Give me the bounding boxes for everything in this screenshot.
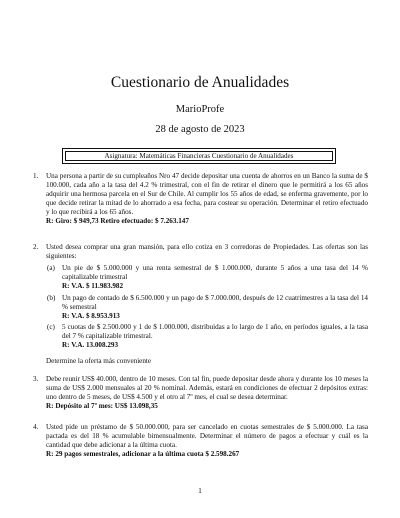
question-2-closing: Determine la oferta más conveniente [46, 357, 152, 365]
question-1-answer: R: Giro: $ 949,73 Retiro efectuado: $ 7.263.147 [46, 217, 189, 225]
option-c-label: (c) [47, 323, 55, 331]
option-a [62, 264, 368, 291]
question-1-number: 1. [33, 172, 39, 180]
option-b-label: (b) [47, 294, 56, 302]
question-4 [46, 423, 368, 459]
question-1-text: Una persona a partir de su cumpleaños Nro 47 decide depositar una cuenta de ahorros en un Banco la suma de $ 100.000, cada año a la tasa del 4.2 % trimestral, con el fin de retirar el dinero que le permitirá a los 65 años adquirir una hermosa parcela en el Sur de Chile. Al cumplir los 55 años de edad, se enferma gravemente, por lo que decide retirar la mitad de lo ahorrado a esa fecha, para costear su operación. Determinar el retiro efectuado y lo que recibirá a los 65 años. [46, 172, 368, 216]
question-1 [46, 172, 368, 226]
option-c-text: 5 cuotas de $ 2.500.000 y 1 de $ 1.000.000, distribuidas a lo largo de 1 año, en períodos iguales, a la tasa del 7 % capitalizable trimestral. [62, 323, 368, 340]
question-2-number: 2. [33, 243, 39, 251]
document-title: Cuestionario de Anualidades [110, 74, 290, 91]
document-date: 28 de agosto de 2023 [155, 124, 245, 135]
option-a-answer: R: V.A. $ 11.983.982 [62, 282, 124, 290]
question-3-answer: R: Depósito al 7º mes: US$ 13.098,35 [46, 402, 158, 410]
option-c [62, 323, 368, 350]
question-4-text: Usted pide un préstamo de $ 50.000.000, para ser cancelado en cuotas semestrales de $ 5.000.000. La tasa pactada es del 18 % acumulable bimensualmente. Determinar el número de pagos a efectuar y cuál es la cantidad que debe adicionar a la última cuota. [46, 423, 368, 449]
option-b-text: Un pago de contado de $ 6.500.000 y un pago de $ 7.000.000, después de 12 cuatrimestres a la tasa del 14 % semestral [62, 294, 368, 311]
question-3-number: 3. [33, 375, 39, 383]
document-author: MarioProfe [175, 104, 225, 115]
option-c-answer: R: V.A. 13.008.293 [62, 341, 119, 349]
option-b-answer: R: V.A. $ 8.953.913 [62, 312, 120, 320]
subject-box [62, 148, 336, 164]
option-a-text: Un pie de $ 5.000.000 y una renta semestral de $ 1.000.000, durante 5 años a una tasa del 14 % capitalizable trimestral [62, 264, 368, 281]
subject-text: Asignatura: Matemáticas Financieras Cuestionario de Anualidades [65, 151, 333, 161]
option-a-label: (a) [47, 264, 55, 272]
option-b [62, 294, 368, 321]
question-2-intro: Usted desea comprar una gran mansión, para ello cotiza en 3 corredoras de Propiedades. Las ofertas son las siguientes: [46, 243, 368, 260]
question-3 [46, 375, 368, 411]
page-number: 1 [198, 486, 202, 495]
question-4-number: 4. [33, 423, 39, 431]
question-3-text: Debe reunir US$ 40.000, dentro de 10 meses. Con tal fin, puede depositar desde ahora y durante los 10 meses la suma de US$ 2.000 mensuales al 20 % nominal. Además, estará en condiciones de efectuar 2 depósitos extras: uno dentro de 5 meses, de US$ 4.500 y el otro al 7º mes, el cual se desea determinar. [46, 375, 368, 401]
question-4-answer: R: 29 pagos semestrales, adicionar a la última cuota $ 2.598.267 [46, 450, 240, 458]
